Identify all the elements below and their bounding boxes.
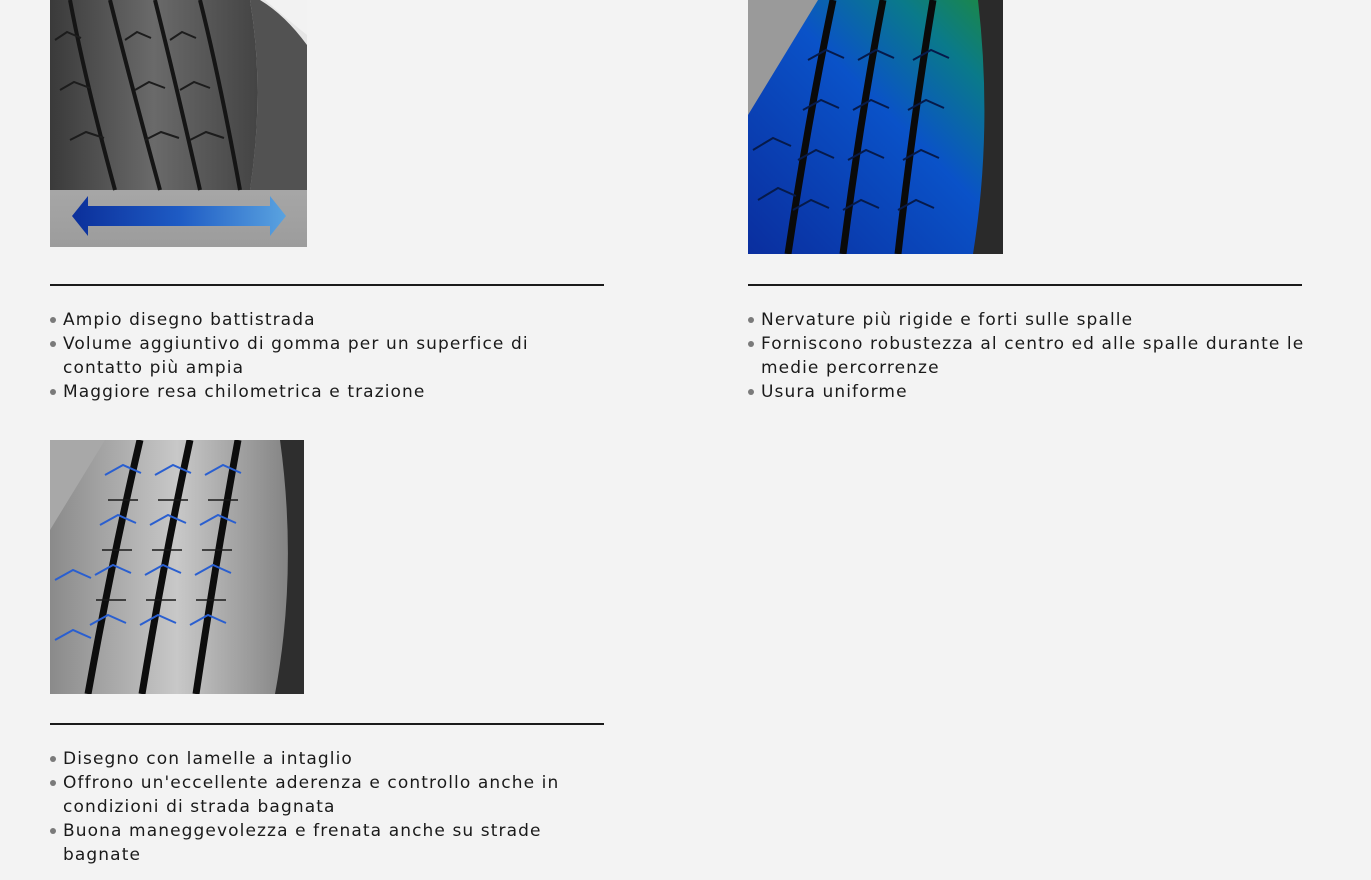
list-item: Forniscono robustezza al centro ed alle spalle durante le medie percorrenze [748,332,1308,380]
list-item: Volume aggiuntivo di gomma per un superfice di contatto più ampia [50,332,610,380]
list-item: Maggiore resa chilometrica e trazione [50,380,610,404]
divider-rule [748,284,1302,286]
feature-bullet-list [50,308,610,404]
list-item: Nervature più rigide e forti sulle spalle [748,308,1308,332]
feature-bullet-list [748,308,1308,404]
tire-gradient-tread-image [748,0,1003,254]
feature-bullet-list [50,747,610,867]
list-item: Ampio disegno battistrada [50,308,610,332]
tire-tread-sipes-icon [50,440,304,694]
list-item: Buona maneggevolezza e frenata anche su strade bagnate [50,819,610,867]
list-item: Offrono un'eccellente aderenza e controllo anche in condizioni di strada bagnata [50,771,610,819]
divider-rule [50,723,604,725]
divider-rule [50,284,604,286]
list-item: Usura uniforme [748,380,1308,404]
tire-wide-tread-image [50,0,307,247]
list-item: Disegno con lamelle a intaglio [50,747,610,771]
tire-wide-tread-icon [50,0,307,247]
tire-tread-gradient-icon [748,0,1003,254]
tire-sipes-image [50,440,304,694]
